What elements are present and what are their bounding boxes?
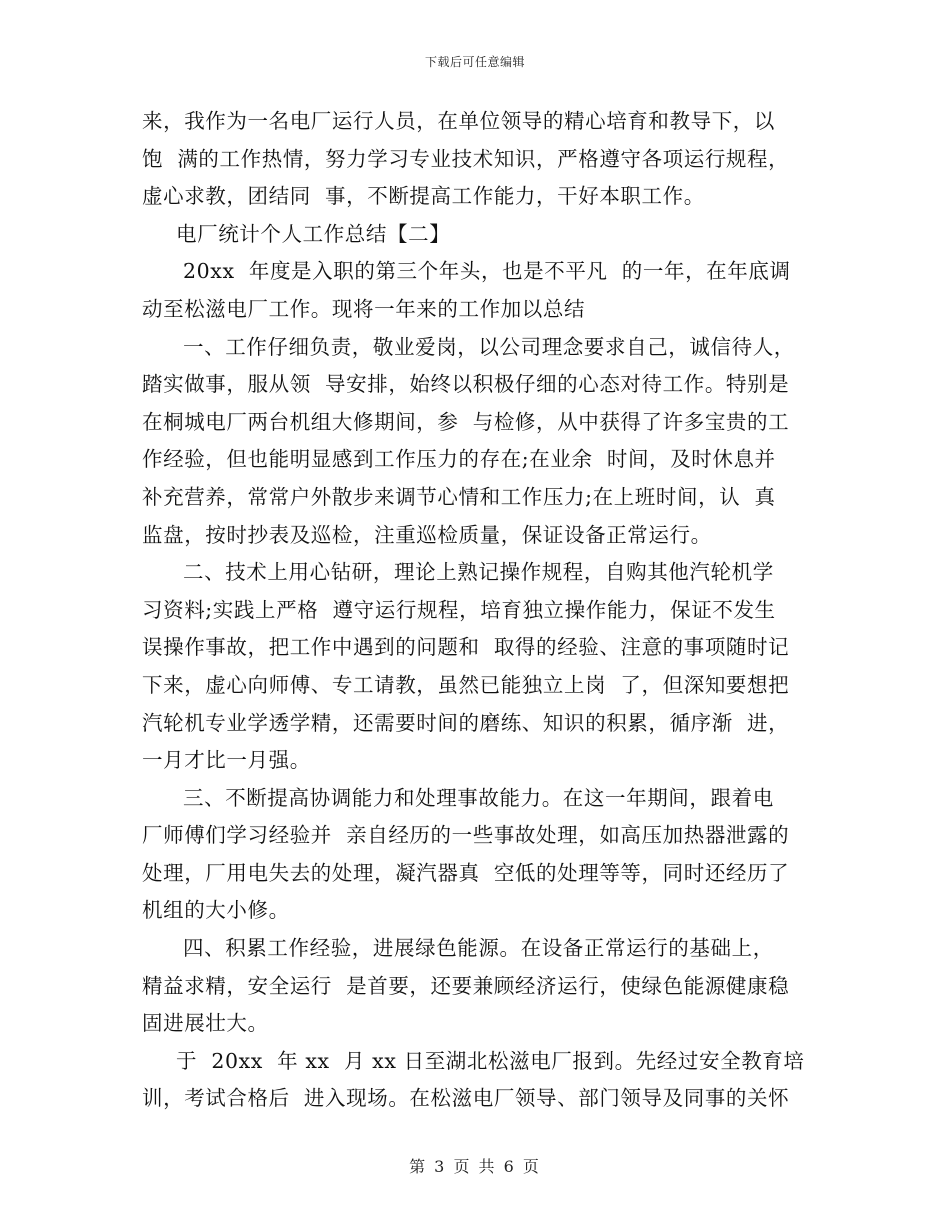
text-line: 机组的大小修。: [142, 898, 290, 923]
text-line: 来，我作为一名电厂运行人员，在单位领导的精心培育和教导下，以: [142, 109, 775, 133]
text-line: 动至松滋电厂工作。现将一年来的工作加以总结: [142, 296, 586, 321]
text-line: 作经验，但也能明显感到工作压力的存在;在业余 时间，及时休息并: [142, 447, 776, 472]
text-line: 汽轮机专业学透学精，还需要时间的磨练、知识的积累，循序渐 进，: [142, 710, 790, 735]
text-line: 于 20xx 年 xx 月 xx 日至湖北松滋电厂报到。先经过安全教育培: [176, 1048, 805, 1073]
text-line: 监盘，按时抄表及巡检，注重巡检质量，保证设备正常运行。: [142, 522, 712, 547]
text-line: 三、不断提高协调能力和处理事故能力。在这一年期间，跟着电: [183, 785, 774, 810]
text-line: 训，考试合格后 进入现场。在松滋电厂领导、部门领导及同事的关怀: [142, 1086, 790, 1111]
text-line: 处理，厂用电失去的处理，凝汽器真 空低的处理等等，同时还经历了: [142, 860, 790, 885]
text-line: 一、工作仔细负责，敬业爱岗，以公司理念要求自己，诚信待人，: [183, 334, 795, 359]
page-header: 下载后可任意编辑: [424, 55, 525, 69]
text-line: 虚心求教，团结同 事，不断提高工作能力，干好本职工作。: [142, 184, 705, 209]
text-line: 固进展壮大。: [142, 1011, 269, 1036]
text-line: 补充营养，常常户外散步来调节心情和工作压力;在上班时间，认 真: [142, 484, 776, 509]
text-line: 一月才比一月强。: [142, 748, 311, 773]
text-line: 精益求精，安全运行 是首要，还要兼顾经济运行，使绿色能源健康稳: [142, 973, 790, 998]
section-heading: 电厂统计个人工作总结【二】: [176, 221, 451, 246]
page-footer: 第 3 页 共 6 页: [409, 1157, 541, 1176]
text-line: 踏实做事，服从领 导安排，始终以积极仔细的心态对待工作。特别是: [142, 372, 790, 397]
text-line: 二、技术上用心钻研，理论上熟记操作规程，自购其他汽轮机学: [183, 560, 774, 585]
text-line: 在桐城电厂两台机组大修期间，参 与检修，从中获得了许多宝贵的工: [142, 409, 790, 434]
text-line: 下来，虚心向师傅、专工请教，虽然已能独立上岗 了，但深知要想把: [142, 672, 790, 697]
document-body: [142, 103, 807, 1118]
text-line: 厂师傅们学习经验并 亲自经历的一些事故处理，如高压加热器泄露的: [142, 823, 790, 848]
text-line: 20xx 年度是入职的第三个年头，也是不平凡 的一年，在年底调: [183, 259, 791, 284]
text-line: 习资料;实践上严格 遵守运行规程，培育独立操作能力，保证不发生: [142, 597, 776, 622]
text-line: 误操作事故，把工作中遇到的问题和 取得的经验、注意的事项随时记: [142, 635, 790, 660]
text-line: 四、积累工作经验，进展绿色能源。在设备正常运行的基础上，: [183, 936, 774, 961]
text-line: 饱 满的工作热情，努力学习专业技术知识，严格遵守各项运行规程，: [142, 146, 790, 171]
